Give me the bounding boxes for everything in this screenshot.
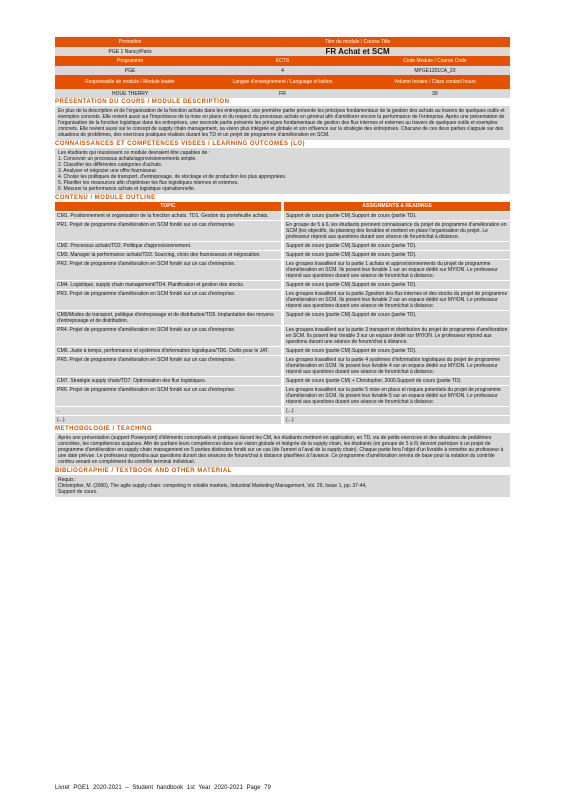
language-label: Langue d'enseignement / Language of tuition (205, 75, 360, 89)
course-title-label: Titre du module / Course Title (205, 37, 510, 47)
course-header-table (55, 37, 510, 98)
bibliography-heading: BIBLIOGRAPHIE / TEXTBOOK AND OTHER MATERIAL (55, 468, 232, 474)
bibliography-line: Requis : (58, 477, 77, 483)
programme-value: PGE (55, 66, 205, 75)
header-value-row (55, 66, 510, 75)
table-row (55, 416, 510, 425)
topic-cell: CM7. Stratégie supply chain/TD7. Optimisation des flux logistiques. (55, 377, 283, 386)
topic-column-header: TOPIC (55, 202, 283, 212)
topic-cell: PR1. Projet de programme d'amélioration en SCM fondé sur un cas d'entreprise. (55, 221, 283, 242)
table-row (55, 326, 510, 347)
bibliography-box (55, 475, 510, 497)
table-row (55, 386, 510, 407)
assignment-cell: Support de cours (partie CM).Support de cours (partie TD). (283, 311, 511, 326)
page-footer: Livret PGE1 2020-2021 – Student handbook 1st Year 2020-2021 Page 79 (55, 785, 271, 791)
outcomes-heading: CONNAISSANCES ET COMPETENCES VISEES / LEARNING OUTCOMES (LO) (55, 141, 306, 147)
ects-label: ECTS (205, 56, 360, 66)
header-row (55, 56, 510, 66)
header-value-row (55, 47, 510, 56)
topic-cell: PR6. Projet de programme d'amélioration en SCM fondé sur un cas d'entreprise. (55, 386, 283, 407)
language-value: FR (205, 89, 360, 98)
table-row (55, 290, 510, 311)
assignment-cell: (...) (283, 416, 511, 425)
topic-cell: PR5. Projet de programme d'amélioration en SCM fondé sur un cas d'entreprise. (55, 356, 283, 377)
promotion-value: PGE 1 Nancy/Paris (55, 47, 205, 56)
topic-cell: PR2. Projet de programme d'amélioration en SCM fondé sur un cas d'entreprise. (55, 260, 283, 281)
header-row (55, 75, 510, 89)
topic-cell: CM1. Positionnement et organisation de la fonction achats. TD1. Gestion du portefeuille achats. (55, 212, 283, 221)
outcome-item: 6. Mesurer la performance achats et logistique opérationnelle. (58, 186, 196, 192)
table-row (55, 356, 510, 377)
table-row (55, 377, 510, 386)
table-row (55, 347, 510, 356)
assignment-cell: Support de cours (partie CM).Support de cours (partie TD). (283, 347, 511, 356)
assignment-cell: Support de cours (partie CM).Support de cours (partie TD). (283, 212, 511, 221)
outline-header-row (55, 202, 510, 212)
assignment-cell: Les groupes travaillent sur la partie 2gestion des flux internes et des stocks du projet de programme d'amélioration en SCM. Ils posent leur livrable 2 sur un espace dédié sur MYION. Le professeur répond aux questions durant une séance de forum/chat à distance. (283, 290, 511, 311)
assignment-cell: Les groupes travaillent sur la partie 1 achats et approvisionnements du projet de programme d'amélioration en SCM. Ils posent leur livrable 1 sur un espace dédié sur MYION. Le professeur répond aux questions durant une séance de forum/chat à distance. (283, 260, 511, 281)
outline-heading: CONTENU / MODULE OUTLINE (55, 195, 156, 201)
table-row (55, 260, 510, 281)
assignment-cell: Les groupes travaillent sur la partie 3 transport et distribution du projet de programme d'amélioration en SCM. Ils posent leur livrable 3 sur un espace dédié sur MYION. Le professeur répond aux questions durant une séance de forum/chat à distance. (283, 326, 511, 347)
table-row (55, 221, 510, 242)
table-row (55, 311, 510, 326)
course-code-value: MPGE1201CA_20 (360, 66, 510, 75)
table-row (55, 251, 510, 260)
bibliography-line: Christopher, M. (2000), The agile supply chain: competing in volatile markets, Industrial Marketing Management, Vol. 29, Issue 1, pp. 37-44, (58, 483, 367, 489)
assignment-cell: En groupe de 5 à 6, les étudiants prennent connaissance du projet de programme d'amélioration en SCM (les objectifs, du planning des livrables et mettent en place l'organisation du projet. Le professeur répond aux questions durant une séance de forum/chat à distance. (283, 221, 511, 242)
outcomes-list (58, 156, 507, 192)
topic-cell: .. (55, 407, 283, 416)
course-code-label: Code Module / Course Code (360, 56, 510, 66)
header-value-row (55, 89, 510, 98)
course-sheet (55, 37, 510, 497)
course-title-value: FR Achat et SCM (205, 47, 510, 56)
teaching-heading: METHODOLOGIE / TEACHING (55, 426, 153, 432)
assignment-cell: (...) (283, 407, 511, 416)
outcome-item: 1. Concevoir un processus achats/approvisionnements simple. (58, 156, 197, 162)
topic-cell: PR4. Projet de programme d'amélioration en SCM fondé sur un cas d'entreprise. (55, 326, 283, 347)
table-row (55, 212, 510, 221)
class-hours-value: 30 (360, 89, 510, 98)
topic-cell: CM2. Processus achats/TD2. Politique d'approvisionnement. (55, 242, 283, 251)
programme-label: Programme (55, 56, 205, 66)
topic-cell: PR3. Projet de programme d'amélioration en SCM fondé sur un cas d'entreprise. (55, 290, 283, 311)
topic-cell: CM3. Manager la performance achats/TD3. Sourcing, choix des fournisseurs et négociation. (55, 251, 283, 260)
promotion-label: Promotion (55, 37, 205, 47)
assignment-cell: Support de cours (partie CM).Support de cours (partie TD). (283, 251, 511, 260)
topic-cell: CM6. Juste à temps, performance et systèmes d'information logistiques/TD6. Outils pour le JAT. (55, 347, 283, 356)
teaching-text: Après une présentation (support Powerpoint) d'éléments conceptuels et pratiques durant les CM, les étudiants mettront en application, en TD, via de petits exercices et des situations de problèmes concrètes, les compétences acquises. Afin de parfaire leurs compétences dans une vision globale et intégrée de la supply chain, les étudiants (en groupe de 5 à 6) devront participer à un projet de programme d'amélioration en supply chain management en 5 parties distinctes fondé sur un cas (de l'amont à l'aval de la supply chain). Chaque partie fera l'objet d'un livrable à remettre au professeur à une date prévue. Le professeur répondra aux questions durant des séances de forum/chat à distance planifiées à l'avance. Ce programme d'amélioration servira de base pour la notation du contrôle continu venant en complément du contrôle terminal individuel. (55, 433, 510, 467)
assignments-column-header: ASSIGNMENTS & READINGS (283, 202, 511, 212)
topic-cell: (...) (55, 416, 283, 425)
outcomes-intro: Les étudiants qui réussissent ce module devraient être capables de : (58, 150, 211, 156)
assignment-cell: Les groupes travaillent sur la partie 5 mise en place et risques potentiels du projet de programme d'amélioration en SCM. Ils posent leur livrable 5 sur un espace dédié sur MYION. Le professeur répond aux questions durant une séance de forum/chat à distance. (283, 386, 511, 407)
bibliography-line: Support de cours. (58, 489, 98, 495)
topic-cell: CM5/Modes de transport, politique d'entreposage et de distribution/TD5. Implantation des moyens d'entreposage et de distribution. (55, 311, 283, 326)
outcome-item: 2. Classifier les différentes catégories d'achats. (58, 162, 163, 168)
assignment-cell: Support de cours (partie CM).Support de cours (partie TD). (283, 281, 511, 290)
table-row (55, 281, 510, 290)
module-leader-value: HOUE THERRY (55, 89, 205, 98)
table-row (55, 242, 510, 251)
outline-table (55, 202, 510, 425)
class-hours-label: Volume horaire / Class contact hours (360, 75, 510, 89)
table-row (55, 407, 510, 416)
outcome-item: 3. Analyser et négocier une offre fournisseur. (58, 168, 158, 174)
outcomes-box (55, 148, 510, 194)
assignment-cell: Les groupes travaillent sur la partie 4 systèmes d'information logistiques du projet de programme d'amélioration en SCM. Ils posent leur livrable 4 sur un espace dédié sur MYION. Le professeur répond aux questions durant une séance de forum/chat à distance. (283, 356, 511, 377)
assignment-cell: Support de cours (partie CM).Support de cours (partie TD). (283, 242, 511, 251)
header-row (55, 37, 510, 47)
assignment-cell: Support de cours (partie CM) + Christopher, 2000.Support de cours (partie TD). (283, 377, 511, 386)
presentation-heading: PRÉSENTATION DU COURS / MODULE DESCRIPTION (55, 99, 230, 105)
topic-cell: CM4. Logistique, supply chain management/TD4. Planification et gestion des stocks. (55, 281, 283, 290)
module-leader-label: Responsable de module / Module leader (55, 75, 205, 89)
presentation-text: En plus de la description et de l'organisation de la fonction achats dans les entreprises, une première partie présente les principes fondamentaux de la gestion des achats au travers de quelques outils et exemples concrets. Elle revient aussi sur l'importance de la mise en place et du respect du processus achats en général afin d'améliorer encore la performance de l'entreprise. Après une présentation de l'organisation de la fonction logistique dans les entreprises, une seconde partie présente les principes fondamentaux de gestion des flux internes et externes au travers de quelques outils et exemples concrets. Elle revient aussi sur le concept de supply chain management, sa vision plus intégrée et globale et son influence sur la stratégie des entreprises. Chacune de ces deux parties s'appuie sur des situations de problèmes, des exercices pratiques réalisés durant les TD et un projet de programme d'amélioration en SCM. (55, 106, 510, 140)
outcome-item: 4. Choisir les politiques de transport, d'entreposage, de stockage et de production les plus appropriées. (58, 174, 287, 180)
ects-value: 4 (205, 66, 360, 75)
outcome-item: 5. Planifier les ressources afin d'optimiser les flux logistiques internes et externes. (58, 180, 239, 186)
